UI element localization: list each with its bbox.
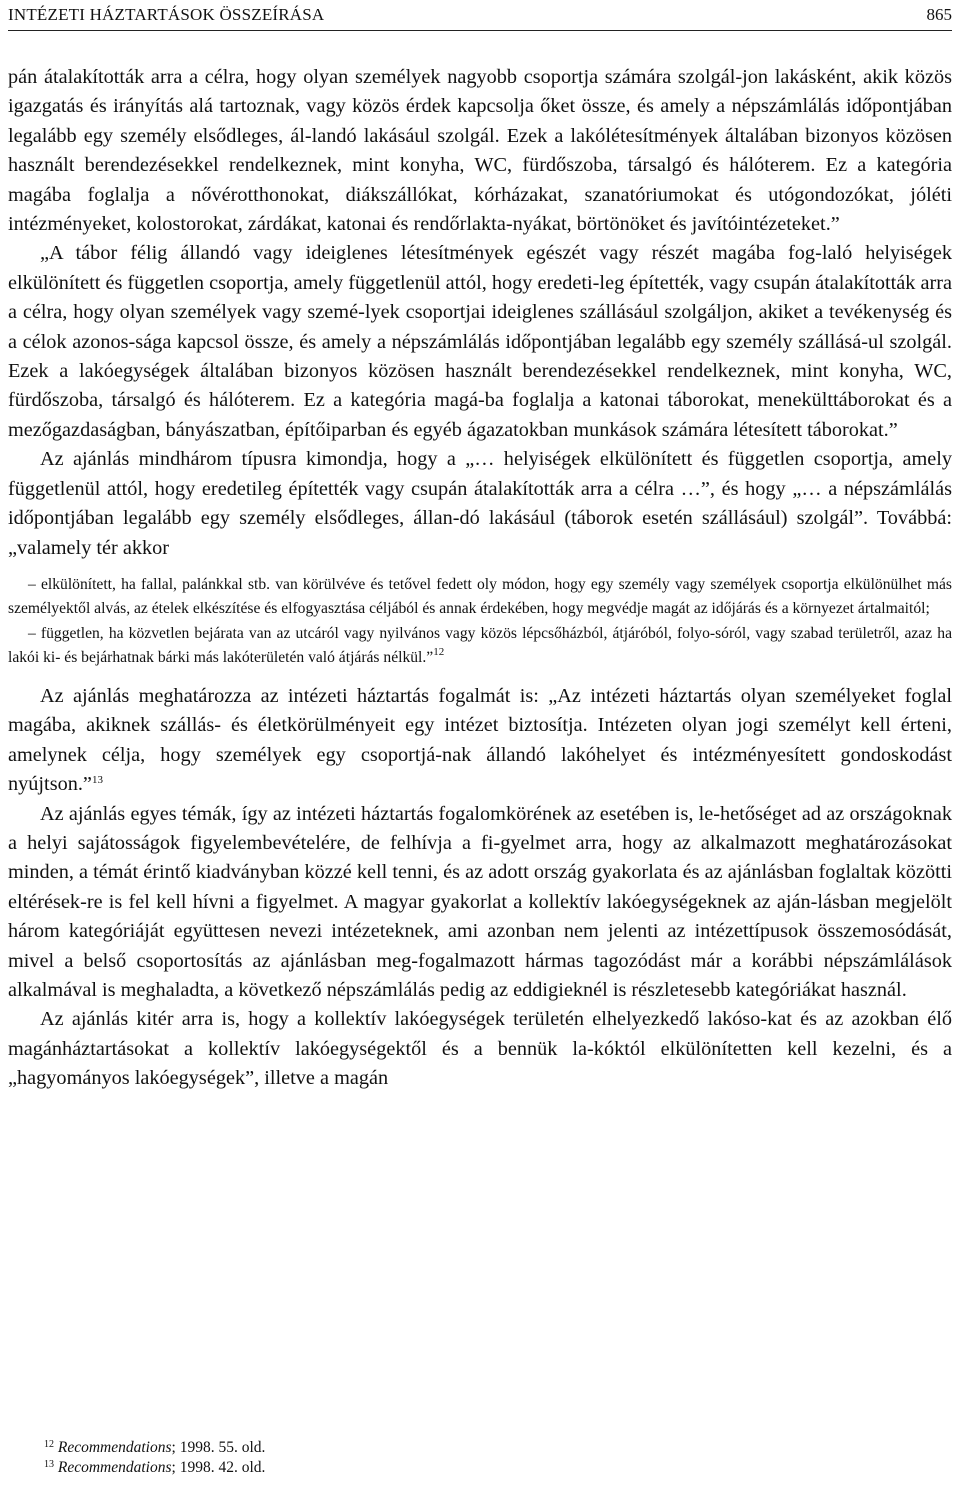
footnote [44, 1438, 644, 1458]
footnote-number: 12 [44, 1439, 54, 1450]
body-text [8, 63, 952, 1094]
paragraph [8, 682, 952, 800]
quote-item-text: – független, ha közvetlen bejárata van az utcáról vagy nyilvános vagy közös lépcsőházból, átjáróból, folyo-sóról, vagy szabad területről, azaz ha lakói ki- és bejárhatnak bárki más lakóterületén való átjárás nélkül.” [8, 624, 952, 667]
paragraph-text: Az ajánlás meghatározza az intézeti háztartás fogalmát is: „Az intézeti háztartás olyan személyeket foglal magába, akiknek szállás- és életkörülményeit egy intézet biztosítja. Intézeten olyan jogi személyt kell érteni, amelynek célja, hogy személyek egy csoportjá-nak állandó lakóhelyet és intézményesített gondoskodást nyújtson.” [8, 684, 952, 796]
running-header [8, 2, 952, 31]
footnote-detail: ; 1998. 42. old. [171, 1459, 266, 1476]
footnote-source: Recommendations [57, 1439, 172, 1456]
paragraph: Az ajánlás mindhárom típusra kimondja, hogy a „… helyiségek elkülönített és független csoportja, amely függetlenül attól, hogy eredetileg építették vagy csupán átalakították arra a célra …”, és hogy „… a népszámlálás időpontjában legalább egy személy elsődleges, állan-dó lakásául (táborok esetén szállásául) szolgál”. Továbbá: „valamely tér akkor [8, 448, 952, 559]
block-quote [8, 573, 952, 671]
footnotes [44, 1438, 644, 1478]
paragraph: „A tábor félig állandó vagy ideiglenes létesítmények egészét vagy részét magába fog-laló helyiségek elkülönített és független csoportja, amely függetlenül attól, hogy eredeti-leg építették, vagy csupán átalakították arra a célra, hogy olyan személyek vagy szemé-lyek csoportjai ideiglenes szállásául szolgáljon, akiket a tevékenység és a célok azonos-sága kapcsol össze, és amely a népszámlálás időpontjában legalább egy személy szállásá-ul szolgál. Ezek a lakóegységek általában bizonyos közösen használt berendezésekkel rendelkeznek, mint konyha, WC, fürdőszoba, társalgó és hálóterem. Ez a kategória magá-ba foglalja a katonai táborokat, menekülttáborokat és a mezőgazdaságban, bányászatban, építőiparban és egyéb ágazatokban munkások számára létesített táborokat.” [8, 242, 952, 441]
footnote-source: Recommendations [57, 1459, 172, 1476]
paragraph: pán átalakították arra a célra, hogy olyan személyek nagyobb csoportja számára szolgál-jon lakásként, akik közös igazgatás és irányítás alá tartoznak, vagy közös érdek kapcsolja őket össze, és amely a népszámlálás időpontjában legalább egy személy elsődleges, ál-landó lakásául szolgál. Ezek a lakólétesítmények általában bizonyos közösen használt berendezésekkel rendelkeznek, mint konyha, WC, fürdőszoba, társalgó és hálóterem. Ez a kategória magába foglalja a nővérotthonokat, diákszállókat, kórházakat, szanatóriumokat és utógondozókat, jóléti intézményeket, kolostorokat, zárdákat, katonai és rendőrlakta-nyákat, börtönöket és javítóintézeteket.” [8, 66, 952, 236]
footnote-number: 13 [44, 1459, 54, 1470]
quote-item: – elkülönített, ha fallal, palánkkal stb. van körülvéve és tetővel fedett oly módon, hogy egy személy vagy személyek csoportja elkülönülhet más személyektől alvás, az ételek elkészítése és elfogyasztása céljából és annak érdekében, hogy megvédje magát az időjárás és a környezet ártalmaitól; [8, 575, 952, 618]
footnote-detail: ; 1998. 55. old. [171, 1439, 266, 1456]
page-number: 865 [926, 5, 952, 24]
quote-item [8, 622, 952, 671]
footnote-ref: 12 [433, 646, 445, 659]
running-title: INTÉZETI HÁZTARTÁSOK ÖSSZEÍRÁSA [8, 5, 325, 24]
footnote-ref: 13 [91, 774, 103, 787]
paragraph: Az ajánlás egyes témák, így az intézeti háztartás fogalomkörének az esetében is, le-hetőséget ad az országoknak a helyi sajátosságok figyelembevételére, de felhívja a fi-gyelmet arra, hogy az alkalmazott meghatározásokat minden, a témát érintő kiadványban közzé kell tenni, és az adott ország gyakorlata és az ajánlásban foglaltak közötti eltérések-re is fel kell hívni a figyelmet. A magyar gyakorlat a kollektív lakóegységeknek az aján-lásban megjelölt három kategóriáját együttesen nevezi intézeteknek, ami azonban nem jelenti az intézettípusok összemosódását, mivel a belső csoportosítás az ajánlásban meg-fogalmazott hármas tagozódást már a korábbi népszámlálások alkalmával is meghaladta, a következő népszámlálás pedig az eddigieknél is részletesebb kategóriákat használ. [8, 802, 952, 1001]
paragraph: Az ajánlás kitér arra is, hogy a kollektív lakóegységek területén elhelyezkedő lakóso-kat és az azokban élő magánháztartásokat a kollektív lakóegységektől és a bennük la-kóktól elkülönítetten kell kezelni, és a „hagyományos lakóegységek”, illetve a magán [8, 1008, 952, 1090]
footnote [44, 1458, 644, 1478]
